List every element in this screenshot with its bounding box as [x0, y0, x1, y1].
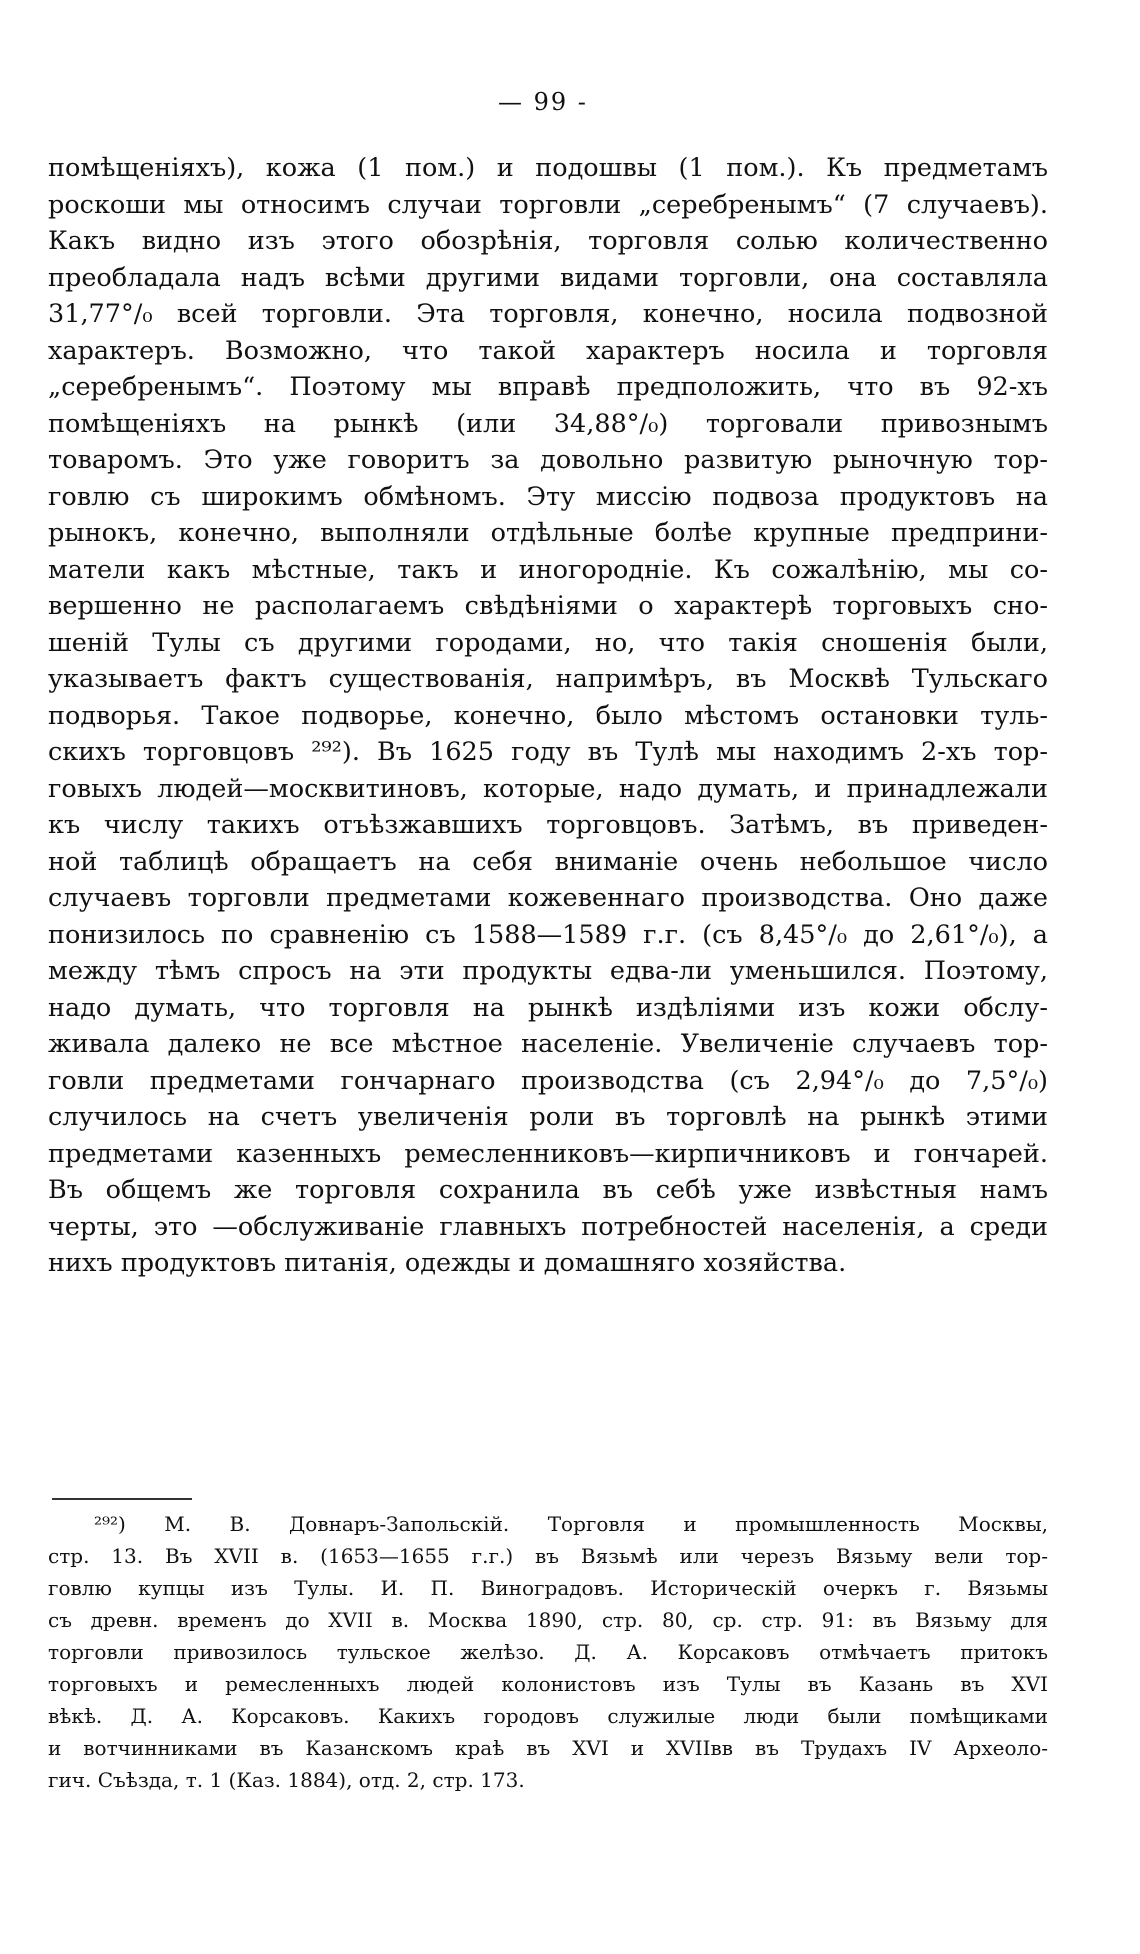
text-line: живала далеко не все мѣстное населеніе. Увеличеніе случаевъ тор- — [48, 1029, 1048, 1059]
text-line: помѣщеніяхъ на рынкѣ (или 34,88°/₀) торговали привознымъ — [48, 408, 1048, 439]
text-line: между тѣмъ спросъ на эти продукты едва-ли уменьшился. Поэтому, — [48, 956, 1048, 986]
text-line: надо думать, что торговля на рынкѣ издѣліями изъ кожи обслу- — [48, 992, 1048, 1023]
text-line: говли предметами гончарнаго производства (съ 2,94°/₀ до 7,5°/₀) — [48, 1065, 1048, 1096]
main-text — [48, 150, 1048, 1282]
footnote-divider — [52, 1498, 192, 1500]
text-line: ной таблицѣ обращаетъ на себя вниманіе очень небольшое число — [48, 846, 1048, 877]
text-line: характеръ. Возможно, что такой характеръ носила и торговля — [48, 335, 1048, 366]
text-line: 31,77°/₀ всей торговли. Эта торговля, конечно, носила подвозной — [48, 299, 1048, 329]
text-line: помѣщеніяхъ), кожа (1 пом.) и подошвы (1 пом.). Къ предметамъ — [48, 153, 1048, 183]
footnote-line: говлю купцы изъ Тулы. И. П. Виноградовъ. Историческій очеркъ г. Вязьмы — [48, 1576, 1048, 1600]
text-line: шеній Тулы съ другими городами, но, что такія сношенія были, — [48, 627, 1048, 658]
text-line: матели какъ мѣстные, такъ и иногородніе. Къ сожалѣнію, мы со- — [48, 554, 1048, 585]
text-line: Въ общемъ же торговля сохранила въ себѣ уже извѣстныя намъ — [48, 1175, 1048, 1205]
footnote-line: торговыхъ и ремесленныхъ людей колонистовъ изъ Тулы въ Казань въ XVI — [48, 1672, 1048, 1696]
text-line: нихъ продуктовъ питанія, одежды и домашняго хозяйства. — [48, 1248, 847, 1278]
text-line: случилось на счетъ увеличенія роли въ торговлѣ на рынкѣ этими — [48, 1102, 1048, 1132]
text-line: рынокъ, конечно, выполняли отдѣльные болѣе крупные предприни- — [48, 518, 1048, 548]
text-line-with-footnote-ref: скихъ торговцовъ ²⁹²). Въ 1625 году въ Тулѣ мы находимъ 2-хъ тор- — [48, 737, 1048, 767]
text-line: черты, это —обслуживаніе главныхъ потребностей населенія, а среди — [48, 1211, 1048, 1242]
footnotes — [48, 1508, 1048, 1796]
text-line: вершенно не располагаемъ свѣдѣніями о характерѣ торговыхъ сно- — [48, 591, 1048, 621]
text-line: понизилось по сравненію съ 1588—1589 г.г. (съ 8,45°/₀ до 2,61°/₀), а — [48, 919, 1048, 950]
text-line: роскоши мы относимъ случаи торговли „серебренымъ“ (7 случаевъ). — [48, 189, 1048, 220]
text-line: Какъ видно изъ этого обозрѣнія, торговля солью количественно — [48, 226, 1048, 256]
text-line: преобладала надъ всѣми другими видами торговли, она составляла — [48, 262, 1048, 293]
text-line: „серебренымъ“. Поэтому мы вправѣ предположить, что въ 92-хъ — [48, 372, 1048, 402]
text-line: указываетъ фактъ существованія, напримѣръ, въ Москвѣ Тульскаго — [48, 664, 1048, 694]
text-line: говлю съ широкимъ обмѣномъ. Эту миссію подвоза продуктовъ на — [48, 481, 1048, 512]
footnote-line: стр. 13. Въ XVII в. (1653—1655 г.г.) въ Вязьмѣ или черезъ Вязьму вели тор- — [48, 1544, 1048, 1568]
footnote-line: и вотчинниками въ Казанскомъ краѣ въ XVI и XVIIвв въ Трудахъ IV Археоло- — [48, 1736, 1048, 1760]
text-line: предметами казенныхъ ремесленниковъ—кирпичниковъ и гончарей. — [48, 1138, 1048, 1169]
text-line: случаевъ торговли предметами кожевеннаго производства. Оно даже — [48, 883, 1048, 913]
text-line: говыхъ людей—москвитиновъ, которые, надо думать, и принадлежали — [48, 773, 1048, 804]
text-line: къ числу такихъ отъѣзжавшихъ торговцовъ. Затѣмъ, въ приведен- — [48, 810, 1048, 840]
page-number: — 99 - — [498, 88, 588, 116]
footnote-line: съ древн. временъ до XVII в. Москва 1890, стр. 80, ср. стр. 91: въ Вязьму для — [48, 1608, 1048, 1632]
footnote-line: гич. Съѣзда, т. 1 (Каз. 1884), отд. 2, стр. 173. — [48, 1768, 525, 1792]
footnote-line: вѣкѣ. Д. А. Корсаковъ. Какихъ городовъ служилые люди были помѣщиками — [48, 1704, 1048, 1728]
text-line: товаромъ. Это уже говоритъ за довольно развитую рыночную тор- — [48, 445, 1048, 475]
footnote-line: ²⁹²) М. В. Довнаръ-Запольскій. Торговля и промышленность Москвы, — [94, 1512, 1048, 1536]
text-line: подворья. Такое подворье, конечно, было мѣстомъ остановки туль- — [48, 700, 1048, 731]
footnote-line: торговли привозилось тульское желѣзо. Д. А. Корсаковъ отмѣчаетъ притокъ — [48, 1640, 1048, 1664]
